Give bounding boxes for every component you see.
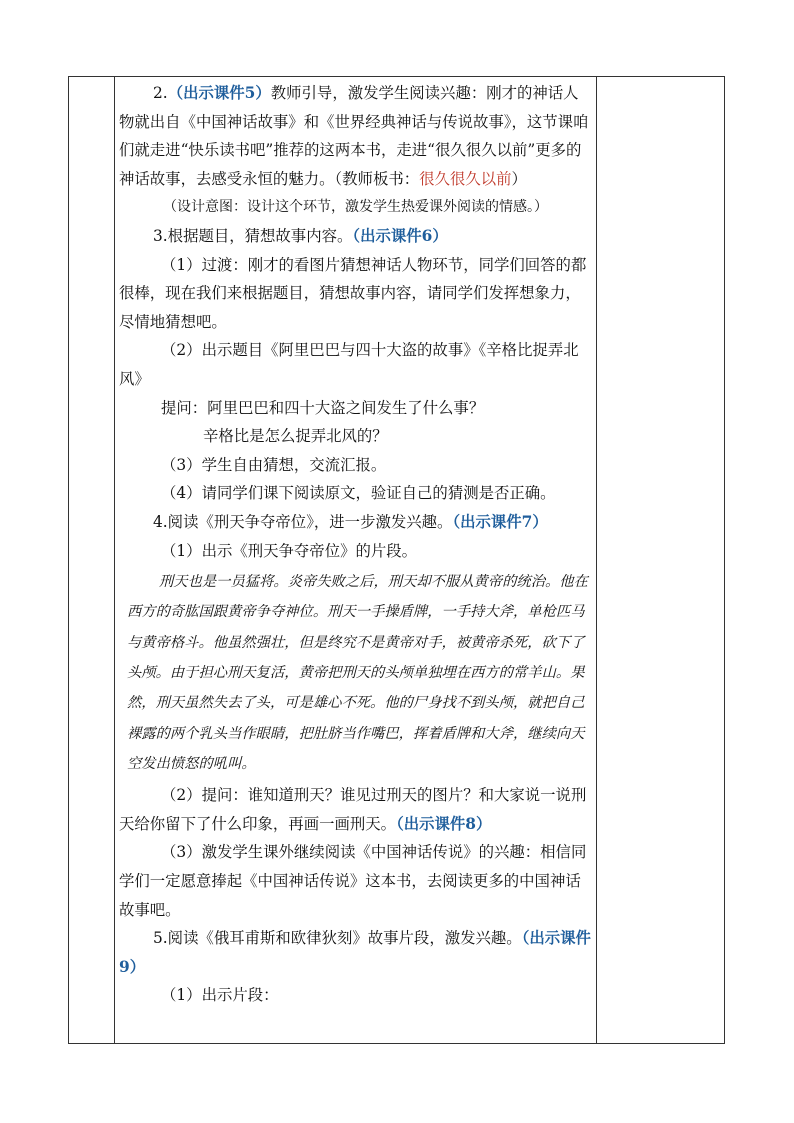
section-5-heading [119, 924, 591, 981]
section-3-title: 3.根据题目，猜想故事内容。 [153, 226, 353, 245]
section-3-question-1: 提问：阿里巴巴和四十大盗之间发生了什么事？ [161, 398, 485, 417]
board-writing: 很久很久以前 [419, 169, 512, 188]
section-4-step-3: （3）激发学生课外继续阅读《中国神话传说》的兴趣：相信同学们一定愿意捧起《中国神话传说》这本书，去阅读更多的中国神话故事吧。 [119, 843, 587, 919]
section-3-step-3: （3）学生自由猜想，交流汇报。 [161, 455, 387, 474]
section-4-step-2 [119, 781, 591, 838]
courseware-tag: （出示课件8） [396, 814, 492, 833]
teaching-process-cell [115, 79, 596, 1010]
section-3-question-2: 辛格比是怎么捉弄北风的？ [203, 427, 388, 446]
section-3-step-1: （1）过渡：刚才的看图片猜想神话人物环节，同学们回答的都很棒，现在我们来根据题目，猜想故事内容，请同学们发挥想象力，尽情地猜想吧。 [119, 255, 587, 331]
column-divider-right [596, 77, 597, 1043]
courseware-tag: （出示课件6） [352, 226, 448, 245]
section-4-title: 4.阅读《刑天争夺帝位》，进一步激发兴趣。 [153, 512, 453, 531]
section-4-step-1: （1）出示《刑天争夺帝位》的片段。 [161, 541, 418, 560]
section-2-close: ） [511, 169, 527, 188]
lesson-table [68, 76, 725, 1044]
section-3-step-4: （4）请同学们课下阅读原文，验证自己的猜测是否正确。 [161, 484, 556, 503]
section-5-step-1: （1）出示片段： [161, 986, 279, 1005]
section-2-number: 2. [153, 84, 168, 102]
section-3-heading [119, 222, 591, 251]
section-4-heading [119, 508, 591, 537]
section-3-step-2: （2）出示题目《阿里巴巴与四十大盗的故事》《辛格比捉弄北风》 [119, 341, 579, 388]
section-2-paragraph [119, 79, 591, 193]
section-4-step-2-text: （2）提问：谁知道刑天？谁见过刑天的图片？和大家说一说刑天给你留下了什么印象，再画一画刑天。 [119, 786, 587, 833]
courseware-tag: （出示课件9） [119, 929, 591, 976]
section-5-title: 5.阅读《俄耳甫斯和欧律狄刻》故事片段，激发兴趣。 [153, 929, 522, 948]
xingtian-excerpt: 刑天也是一员猛将。炎帝失败之后，刑天却不服从黄帝的统治。他在西方的奇肱国跟黄帝争夺神位。刑天一手操盾牌，一手持大斧，单枪匹马与黄帝格斗。他虽然强壮，但是终究不是黄帝对手，被黄帝杀死，砍下了头颅。由于担心刑天复活，黄帝把刑天的头颅单独埋在西方的常羊山。果然，刑天虽然失去了头，可是雄心不死。他的尸身找不到头颅，就把自己裸露的两个乳头当作眼睛，把肚脐当作嘴巴，挥着盾牌和大斧，继续向天空发出愤怒的吼叫。 [127, 574, 588, 772]
section-2-text: 教师引导，激发学生阅读兴趣：刚才的神话人物就出自《中国神话故事》和《世界经典神话与传说故事》，这节课咱们就走进“快乐读书吧”推荐的这两本书，走进“很久很久以前”更多的神话故事，去感受永恒的魅力。（教师板书： [119, 84, 589, 188]
design-intent-note: （设计意图：设计这个环节，激发学生热爱课外阅读的情感。） [163, 199, 548, 216]
courseware-tag: （出示课件7） [452, 512, 548, 531]
courseware-tag: （出示课件5） [167, 84, 271, 102]
